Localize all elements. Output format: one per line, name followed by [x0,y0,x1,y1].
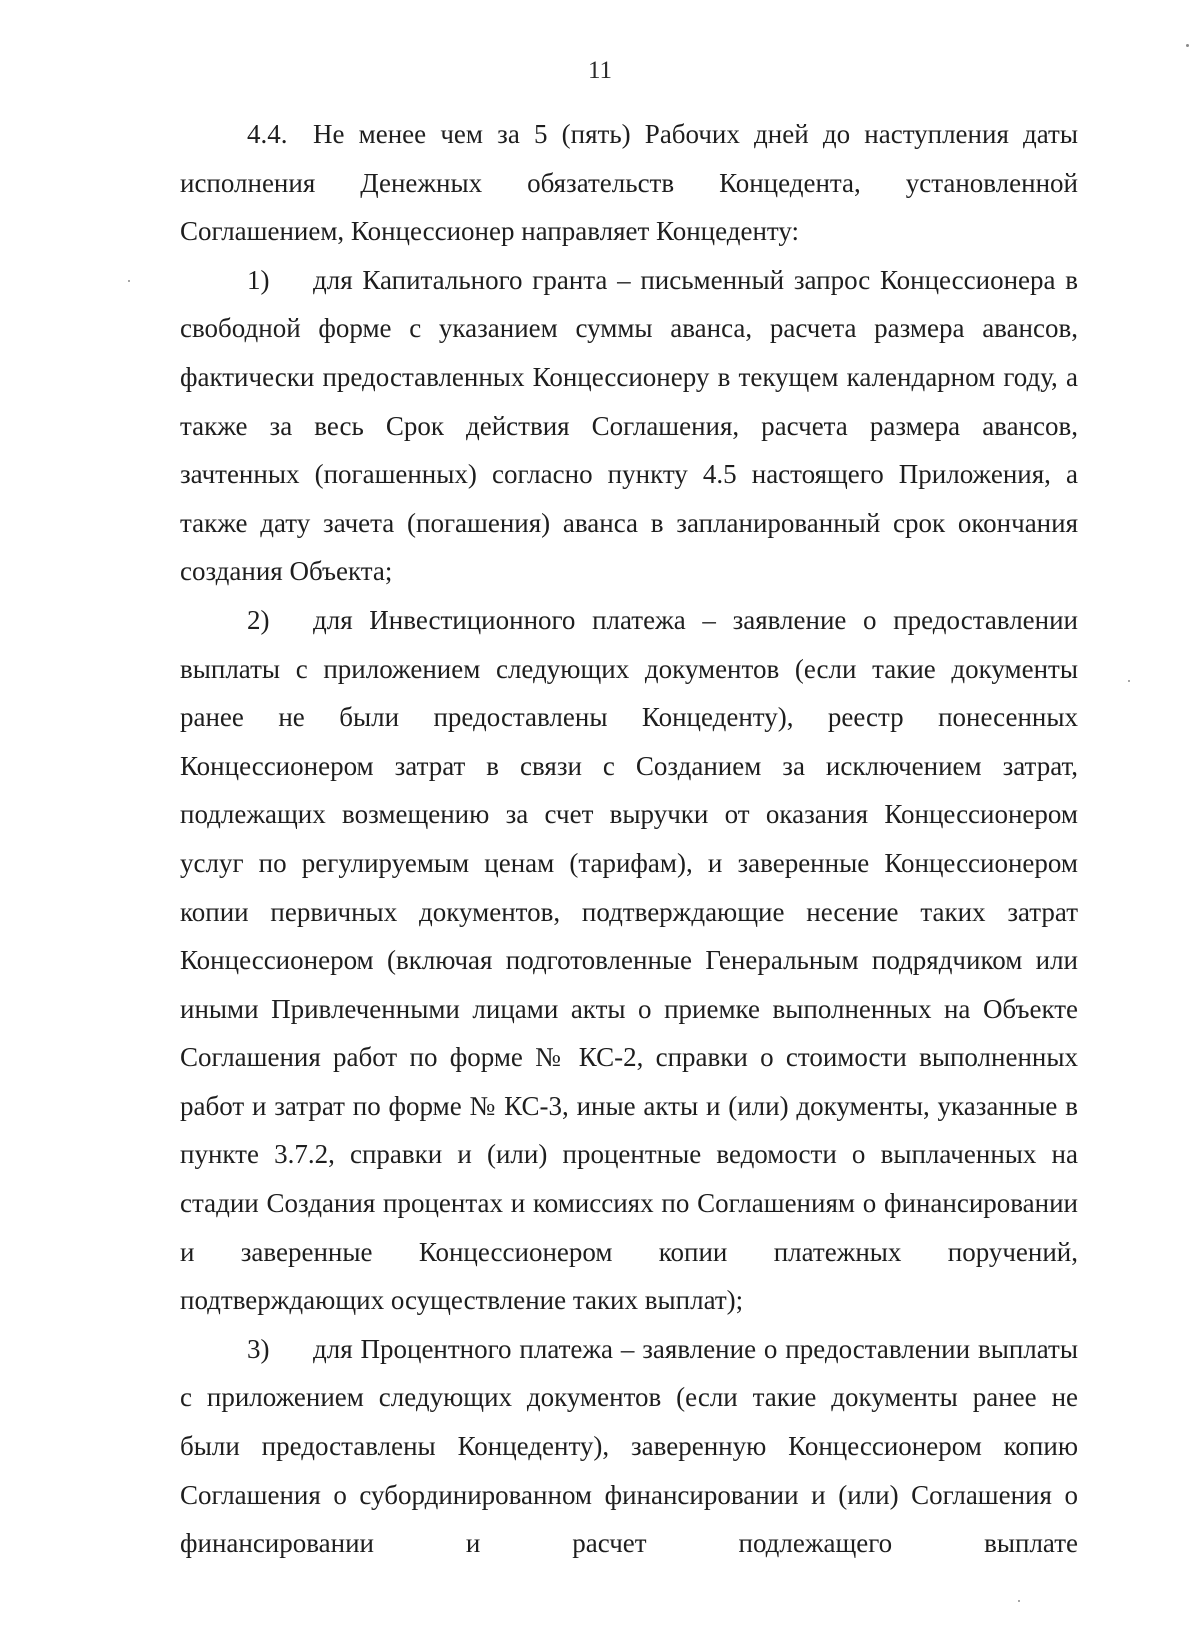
scan-speck [128,280,130,282]
list-item-marker: 2) [247,604,270,635]
list-item-1 [180,256,1078,596]
list-item-3 [180,1325,1078,1568]
scan-speck [1186,44,1189,47]
paragraph-marker: 4.4. [247,119,288,149]
list-item-2 [180,596,1078,1325]
scan-speck [1018,1600,1020,1602]
page-number: 11 [587,57,613,84]
paragraph-text: Не менее чем за 5 (пять) Рабочих дней до наступления даты исполнения Денежных обязательств Концедента, установленной Соглашением, Концессионер направляет Концеденту: [180,119,1078,247]
list-item-text: для Процентного платежа – заявление о предоставлении выплаты с приложением следующих документов (если такие документы ранее не были предоставлены Концеденту), заверенную Концессионером копию Соглашения о субординированном финансировании и (или) Соглашения о финансировании и расчет подлежащего выплате [180,1333,1078,1559]
list-item-marker: 1) [247,264,270,295]
document-body [180,110,1078,1568]
list-item-marker: 3) [247,1333,270,1364]
scan-speck [1128,680,1130,682]
paragraph-4-4 [180,110,1078,256]
list-item-text: для Инвестиционного платежа – заявление о предоставлении выплаты с приложением следующих документов (если такие документы ранее не были предоставлены Концеденту), реестр понесенных Концессионером затрат в связи с Созданием за исключением затрат, подлежащих возмещению за счет выручки от оказания Концессионером услуг по регулируемым ценам (тарифам), и заверенные Концессионером копии первичных документов, подтверждающие несение таких затрат Концессионером (включая подготовленные Генеральным подрядчиком или иными Привлеченными лицами акты о приемке выполненных на Объекте Соглашения работ по форме № КС-2, справки о стоимости выполненных работ и затрат по форме № КС-3, иные акты и (или) документы, указанные в пункте 3.7.2, справки и (или) процентные ведомости о выплаченных на стадии Создания процентах и комиссиях по Соглашениям о финансировании и заверенные Концессионером копии платежных поручений, подтверждающих осуществление таких выплат); [180,604,1078,1316]
list-item-text: для Капитального гранта – письменный запрос Концессионера в свободной форме с указанием суммы аванса, расчета размера авансов, фактически предоставленных Концессионеру в текущем календарном году, а также за весь Срок действия Соглашения, расчета размера авансов, зачтенных (погашенных) согласно пункту 4.5 настоящего Приложения, а также дату зачета (погашения) аванса в запланированный срок окончания создания Объекта; [180,264,1078,587]
